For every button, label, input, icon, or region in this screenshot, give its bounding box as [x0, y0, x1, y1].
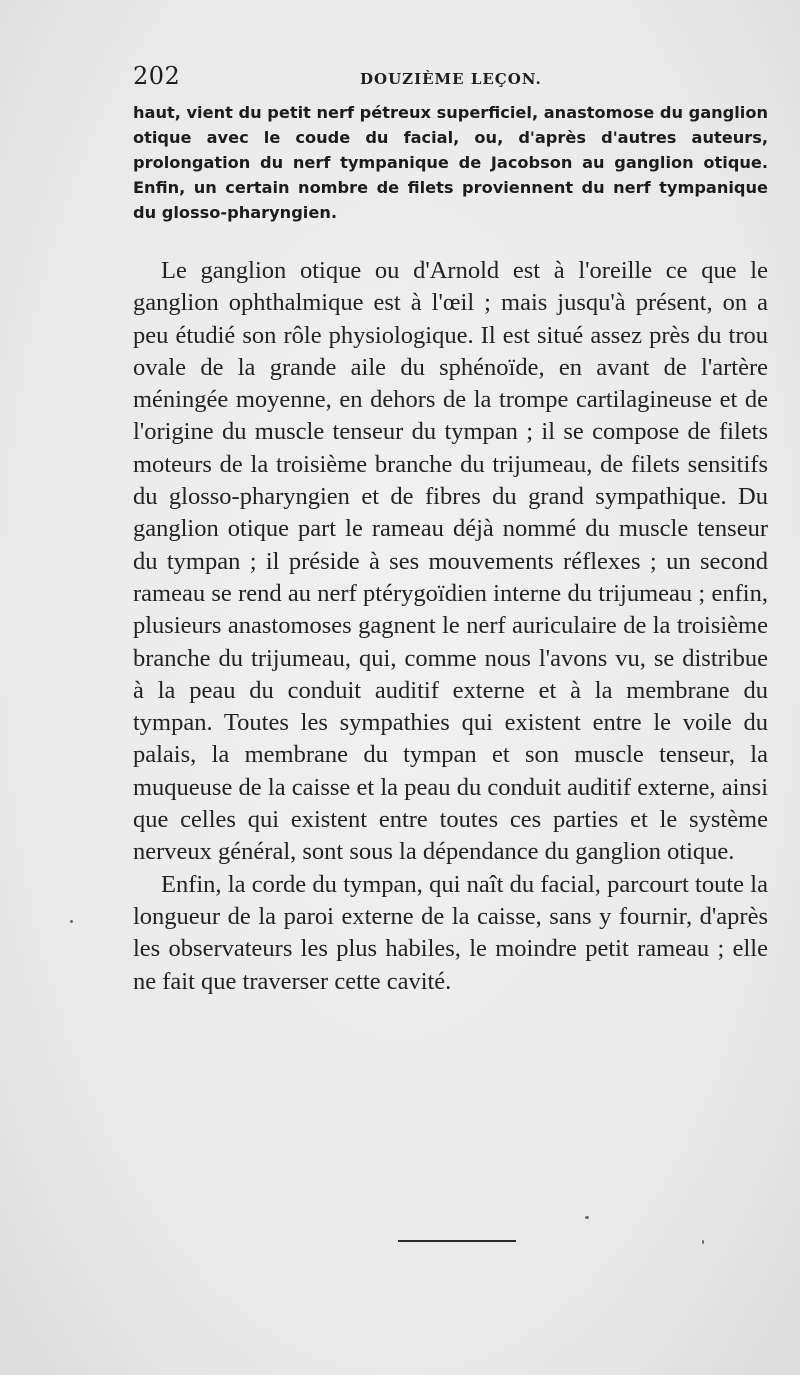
footnote-continuation: haut, vient du petit nerf pétreux superficiel, anastomose du ganglion otique avec le coude du facial, ou, d'après d'autres auteurs, prolongation du nerf tympanique de Jacobson au ganglion otique. Enfin, un certain nombre de filets proviennent du nerf tympanique du glosso-pharyngien. [133, 103, 768, 222]
main-text [133, 255, 768, 998]
print-speck [70, 920, 73, 923]
section-end-rule [398, 1240, 516, 1242]
page-number: 202 [133, 62, 181, 90]
running-title: DOUZIÈME LEÇON. [360, 70, 542, 88]
print-speck [702, 1240, 704, 1244]
print-speck [585, 1216, 589, 1219]
paragraph-ganglion-otique: Le ganglion otique ou d'Arnold est à l'oreille ce que le ganglion ophthalmique est à l'œil ; mais jusqu'à présent, on a peu étudié son rôle physiologique. Il est situé assez près du trou ovale de la grande aile du sphénoïde, en avant de l'artère méningée moyenne, en dehors de la trompe cartilagineuse et de l'origine du muscle tenseur du tympan ; il se compose de filets moteurs de la troisième branche du trijumeau, de filets sensitifs du glosso-pharyngien et de fibres du grand sympathique. Du ganglion otique part le rameau déjà nommé du muscle tenseur du tympan ; il préside à ses mouvements réflexes ; un second rameau se rend au nerf ptérygoïdien interne du trijumeau ; enfin, plusieurs anastomoses gagnent le nerf auriculaire de la troisième branche du trijumeau, qui, comme nous l'avons vu, se distribue à la peau du conduit auditif externe et à la membrane du tympan. Toutes les sympathies qui existent entre le voile du palais, la membrane du tympan et son muscle tenseur, la muqueuse de la caisse et la peau du conduit auditif externe, ainsi que celles qui existent entre toutes ces parties et le système nerveux général, sont sous la dépendance du ganglion otique. [133, 257, 768, 866]
running-head [133, 62, 768, 98]
paragraph-corde-du-tympan: Enfin, la corde du tympan, qui naît du facial, parcourt toute la longueur de la paroi externe de la caisse, sans y fournir, d'après les observateurs les plus habiles, le moindre petit rameau ; elle ne fait que traverser cette cavité. [133, 870, 768, 995]
